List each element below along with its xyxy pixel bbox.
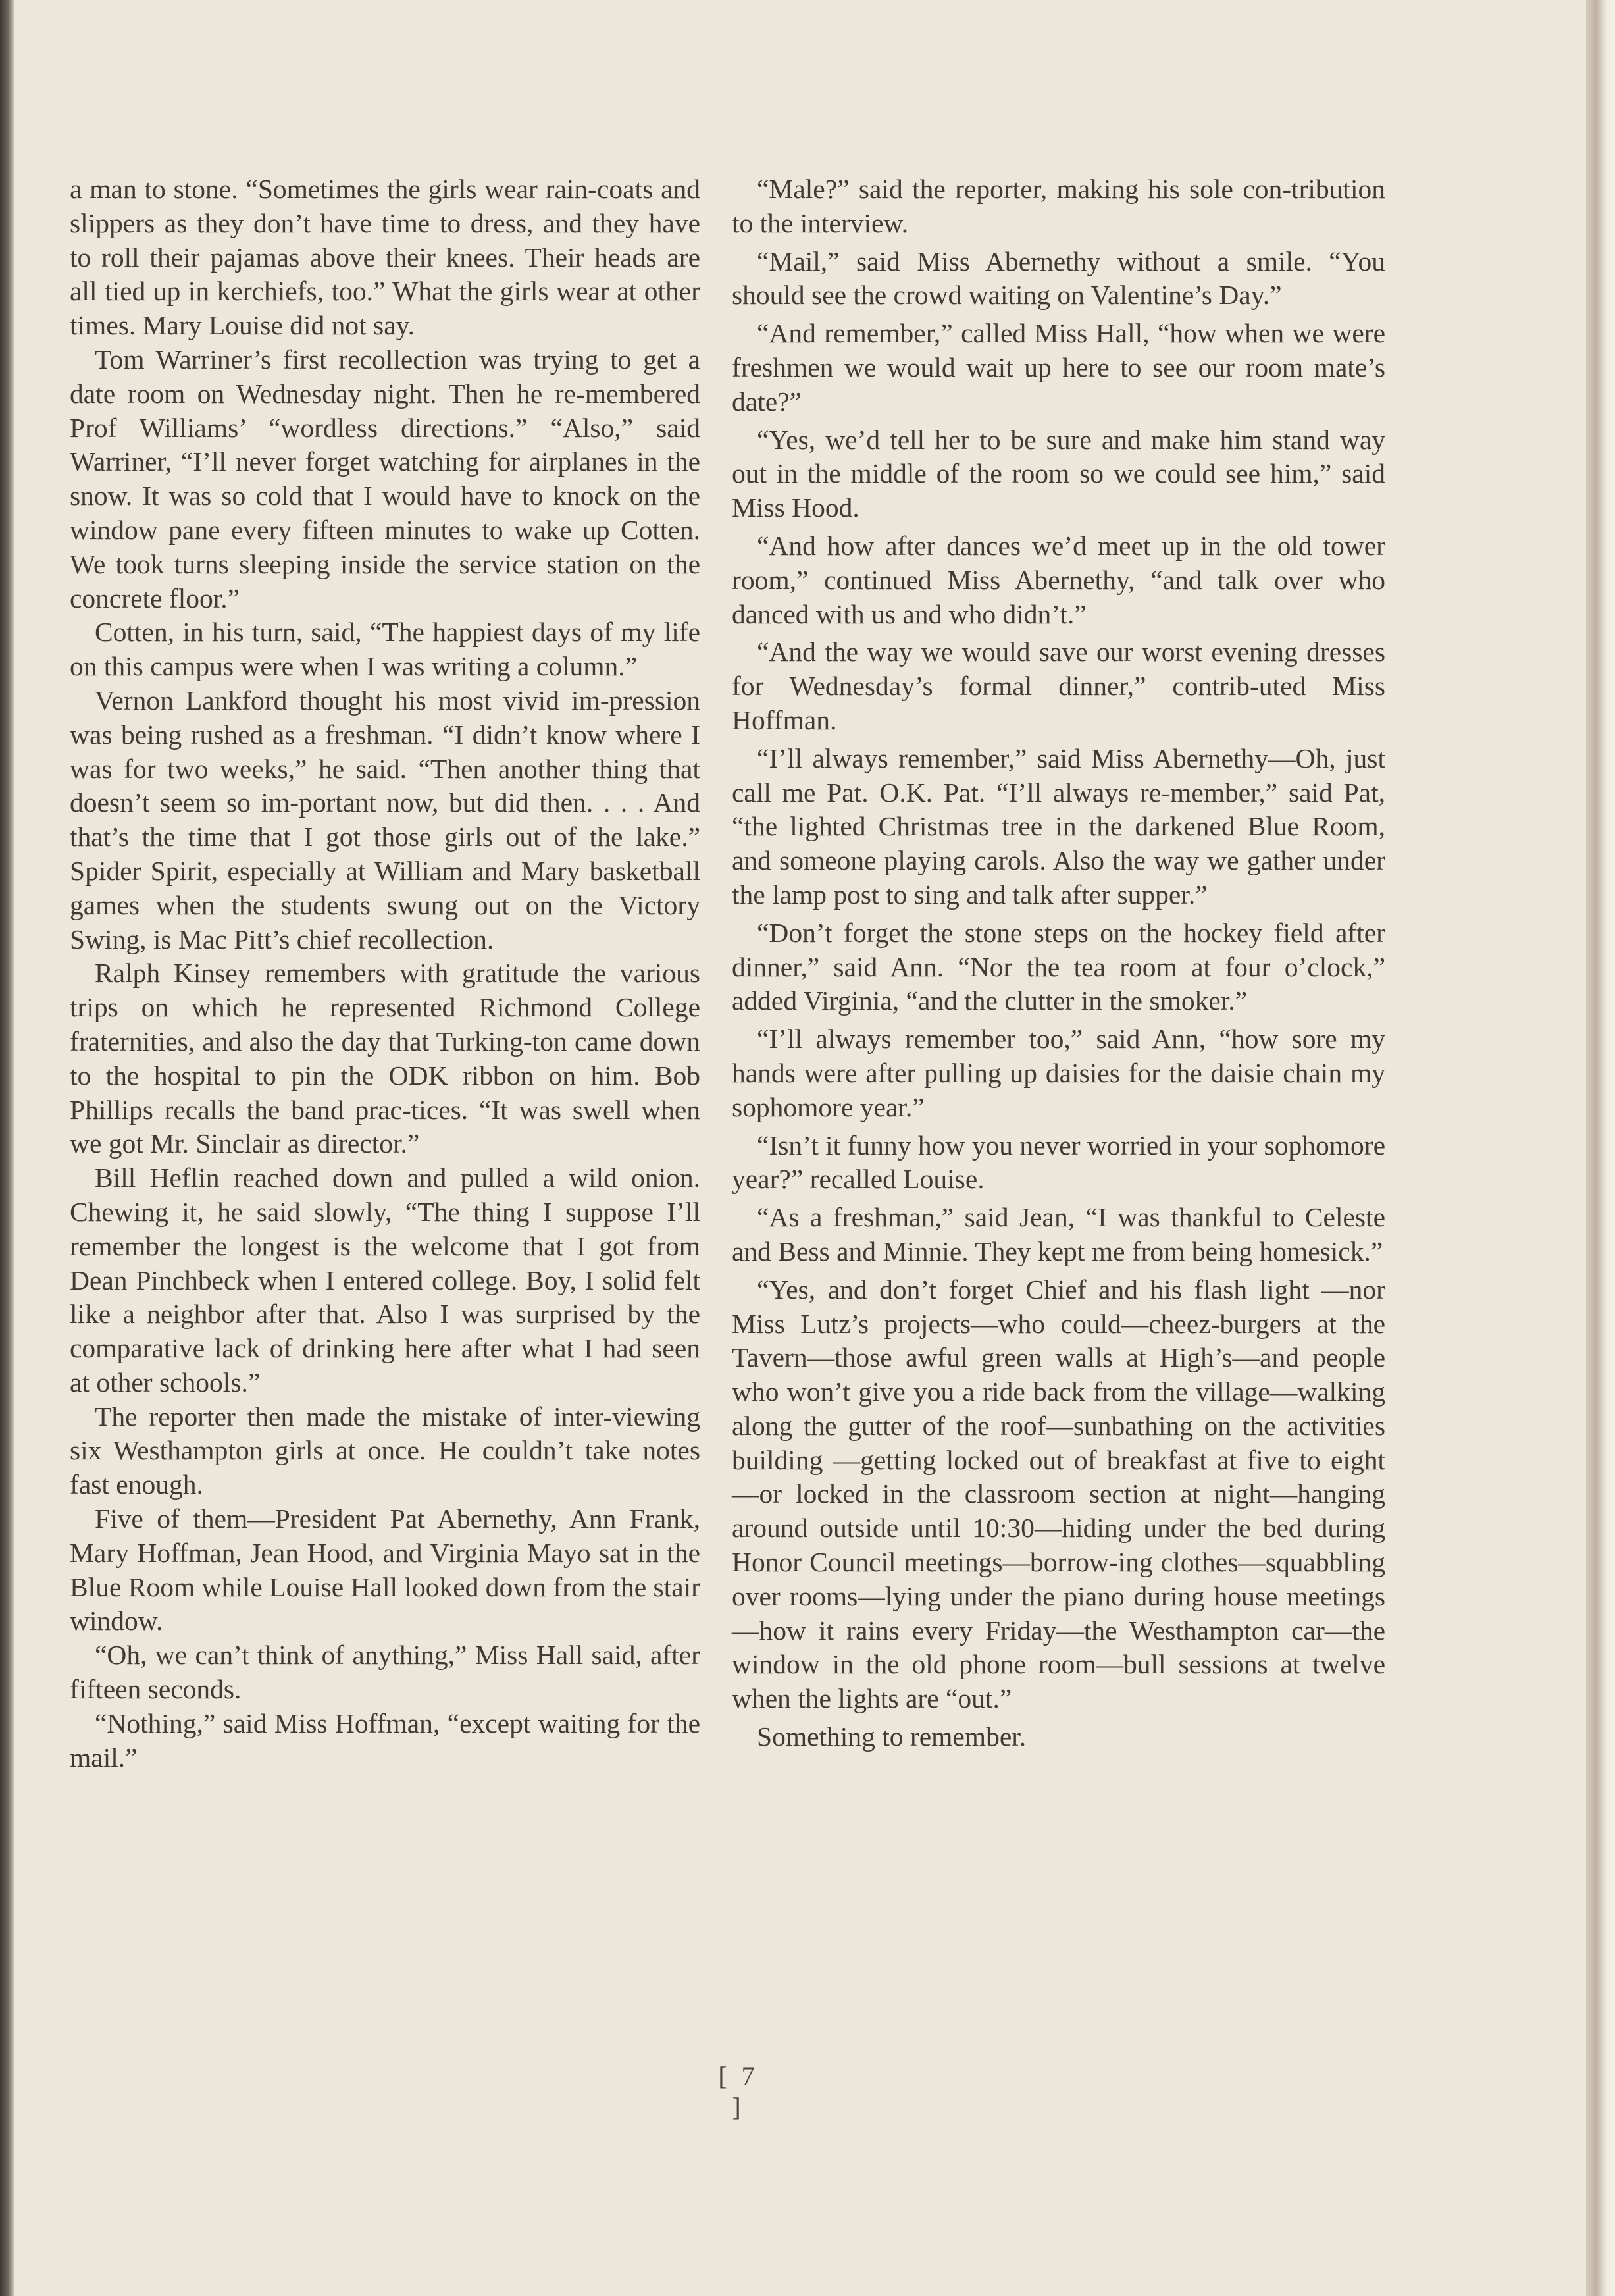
paragraph: Ralph Kinsey remembers with gratitude the various trips on which he represented Richmond College fraternities, and also the day that Turking-ton came down to the hospital to pin the ODK ribbon on him. Bob Phillips recalls the band prac-tices. “It was swell when we got Mr. Sinclair as director.”	[70, 958, 700, 1159]
paragraph: “Yes, we’d tell her to be sure and make him stand way out in the middle of the room so we could see him,” said Miss Hood.	[732, 424, 1385, 523]
paragraph: “Don’t forget the stone steps on the hockey field after dinner,” said Ann. “Nor the tea room at four o’clock,” added Virginia, “and the clutter in the smoker.”	[732, 917, 1385, 1016]
paragraph: “And how after dances we’d meet up in the old tower room,” continued Miss Abernethy, “and talk over who danced with us and who didn’t.”	[732, 530, 1385, 629]
paragraph: “And the way we would save our worst evening dresses for Wednesday’s formal dinner,” contrib-uted Miss Hoffman.	[732, 637, 1385, 735]
paragraph: “Yes, and don’t forget Chief and his flash light —nor Miss Lutz’s projects—who could—cheez-burgers at the Tavern—those awful green walls at High’s—and people who won’t give you a ride back from the village—walking along the gutter of the roof—sunbathing on the activities building —getting locked out of breakfast at five to eight —or locked in the classroom section at night—hanging around outside until 10:30—hiding under the bed during Honor Council meetings—borrow-ing clothes—squabbling over rooms—lying under the piano during house meetings—how it rains every Friday—the Westhampton car—the window in the old phone room—bull sessions at twelve when the lights are “out.”	[732, 1274, 1385, 1714]
paragraph: “Male?” said the reporter, making his sole con-tribution to the interview.	[732, 174, 1385, 238]
scan-binding-edge	[0, 0, 14, 2296]
paragraph: Cotten, in his turn, said, “The happiest days of my life on this campus were when I was writing a column.”	[70, 617, 700, 682]
paragraph: Five of them—President Pat Abernethy, Ann Frank, Mary Hoffman, Jean Hood, and Virginia Mayo sat in the Blue Room while Louise Hall looked down from the stair window.	[70, 1503, 700, 1636]
paragraph: “As a freshman,” said Jean, “I was thankful to Celeste and Bess and Minnie. They kept me from being homesick.”	[732, 1202, 1385, 1266]
paragraph: a man to stone. “Sometimes the girls wear rain-coats and slippers as they don’t have time to dress, and they have to roll their pajamas above their knees. Their heads are all tied up in kerchiefs, too.” What the girls wear at other times. Mary Louise did not say.	[70, 174, 700, 341]
paragraph: “Mail,” said Miss Abernethy without a smile. “You should see the crowd waiting on Valentine’s Day.”	[732, 246, 1385, 311]
paragraph: Vernon Lankford thought his most vivid im-pression was being rushed as a freshman. “I didn’t know where I was for two weeks,” he said. “Then another thing that doesn’t seem so im-portant now, but did then. . . . And that’s the time that I got those girls out of the lake.” Spider Spirit, especially at William and Mary basketball games when the students swung out on the Victory Swing, is Mac Pitt’s chief recollection.	[70, 685, 700, 954]
scan-page-edge	[1586, 0, 1615, 2296]
paragraph: “I’ll always remember,” said Miss Abernethy—Oh, just call me Pat. O.K. Pat. “I’ll always re-member,” said Pat, “the lighted Christmas tree in the darkened Blue Room, and someone playing carols. Also the way we gather under the lamp post to sing and talk after supper.”	[732, 743, 1385, 910]
left-text-column	[70, 172, 700, 1775]
paragraph: “Nothing,” said Miss Hoffman, “except waiting for the mail.”	[70, 1708, 700, 1773]
paragraph: Bill Heflin reached down and pulled a wild onion. Chewing it, he said slowly, “The thing I suppose I’ll remember the longest is the welcome that I got from Dean Pinchbeck when I entered college. Boy, I solid felt like a neighbor after that. Also I was surprised by the comparative lack of drinking here after what I had seen at other schools.”	[70, 1162, 700, 1397]
page-number: [ 7 ]	[718, 2061, 759, 2122]
paragraph: “Isn’t it funny how you never worried in your sophomore year?” recalled Louise.	[732, 1130, 1385, 1195]
paragraph: The reporter then made the mistake of inter-viewing six Westhampton girls at once. He couldn’t take notes fast enough.	[70, 1401, 700, 1500]
book-page	[14, 0, 1586, 2296]
paragraph: Tom Warriner’s first recollection was trying to get a date room on Wednesday night. Then he re-membered Prof Williams’ “wordless directions.” “Also,” said Warriner, “I’ll never forget watching for airplanes in the snow. It was so cold that I would have to knock on the window pane every fifteen minutes to wake up Cotten. We took turns sleeping inside the service station on the concrete floor.”	[70, 344, 700, 613]
paragraph: “And remember,” called Miss Hall, “how when we were freshmen we would wait up here to see our room mate’s date?”	[732, 318, 1385, 417]
paragraph: Something to remember.	[757, 1721, 1027, 1752]
paragraph: “Oh, we can’t think of anything,” Miss Hall said, after fifteen seconds.	[70, 1640, 700, 1705]
right-text-column	[732, 172, 1385, 1754]
paragraph: “I’ll always remember too,” said Ann, “how sore my hands were after pulling up daisies for the daisie chain my sophomore year.”	[732, 1024, 1385, 1122]
